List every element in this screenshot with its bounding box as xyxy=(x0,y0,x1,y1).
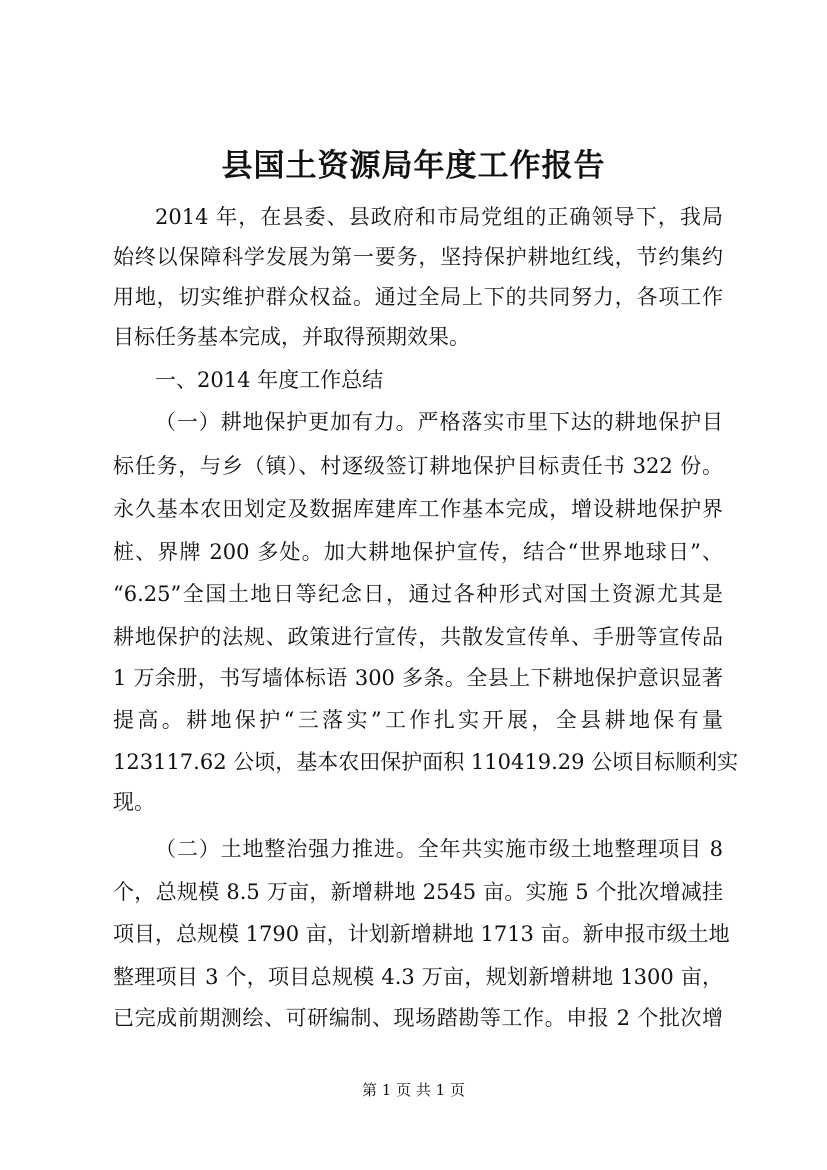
paragraph-line: 用地，切实维护群众权益。通过全局上下的共同努力，各项工作 xyxy=(113,285,723,309)
paragraph-line: （二）土地整治强力推进。全年共实施市级土地整理项目 8 xyxy=(155,837,723,861)
paragraph-line: 整理项目 3 个，项目总规模 4.3 万亩，规划新增耕地 1300 亩， xyxy=(113,965,723,989)
paragraph-line: 已完成前期测绘、可研编制、现场踏勘等工作。申报 2 个批次增 xyxy=(113,1006,723,1030)
paragraph-line: 1 万余册，书写墙体标语 300 多条。全县上下耕地保护意识显著 xyxy=(113,666,723,690)
paragraph-line: 2014 年，在县委、县政府和市局党组的正确领导下，我局 xyxy=(155,205,723,229)
page-number-footer: 第 1 页 共 1 页 xyxy=(362,1081,465,1099)
paragraph-line: 桩、界牌 200 多处。加大耕地保护宣传，结合“世界地球日”、 xyxy=(113,540,723,564)
paragraph-line: 目标任务基本完成，并取得预期效果。 xyxy=(113,325,470,349)
document-title: 县国土资源局年度工作报告 xyxy=(221,148,606,184)
section-heading: 一、2014 年度工作总结 xyxy=(155,368,384,392)
paragraph-line: 耕地保护的法规、政策进行宣传，共散发宣传单、手册等宣传品 xyxy=(113,625,723,649)
paragraph-line: 永久基本农田划定及数据库建库工作基本完成，增设耕地保护界 xyxy=(113,497,723,521)
paragraph-line: 项目，总规模 1790 亩，计划新增耕地 1713 亩。新申报市级土地 xyxy=(113,922,730,946)
paragraph-line: 123117.62 公顷，基本农田保护面积 110419.29 公顷目标顺利实 xyxy=(113,750,739,774)
paragraph-line: 个，总规模 8.5 万亩，新增耕地 2545 亩。实施 5 个批次增减挂 xyxy=(113,880,723,904)
paragraph-line: 始终以保障科学发展为第一要务，坚持保护耕地红线，节约集约 xyxy=(113,245,723,269)
paragraph-line: 标任务，与乡（镇）、村逐级签订耕地保护目标责任书 322 份。 xyxy=(113,454,723,478)
paragraph-line: 提高。耕地保护“三落实”工作扎实开展，全县耕地保有量 xyxy=(113,708,723,732)
paragraph-line: “6.25”全国土地日等纪念日，通过各种形式对国土资源尤其是 xyxy=(113,582,723,606)
paragraph-line: （一）耕地保护更加有力。严格落实市里下达的耕地保护目 xyxy=(155,410,723,434)
paragraph-line: 现。 xyxy=(113,790,155,814)
